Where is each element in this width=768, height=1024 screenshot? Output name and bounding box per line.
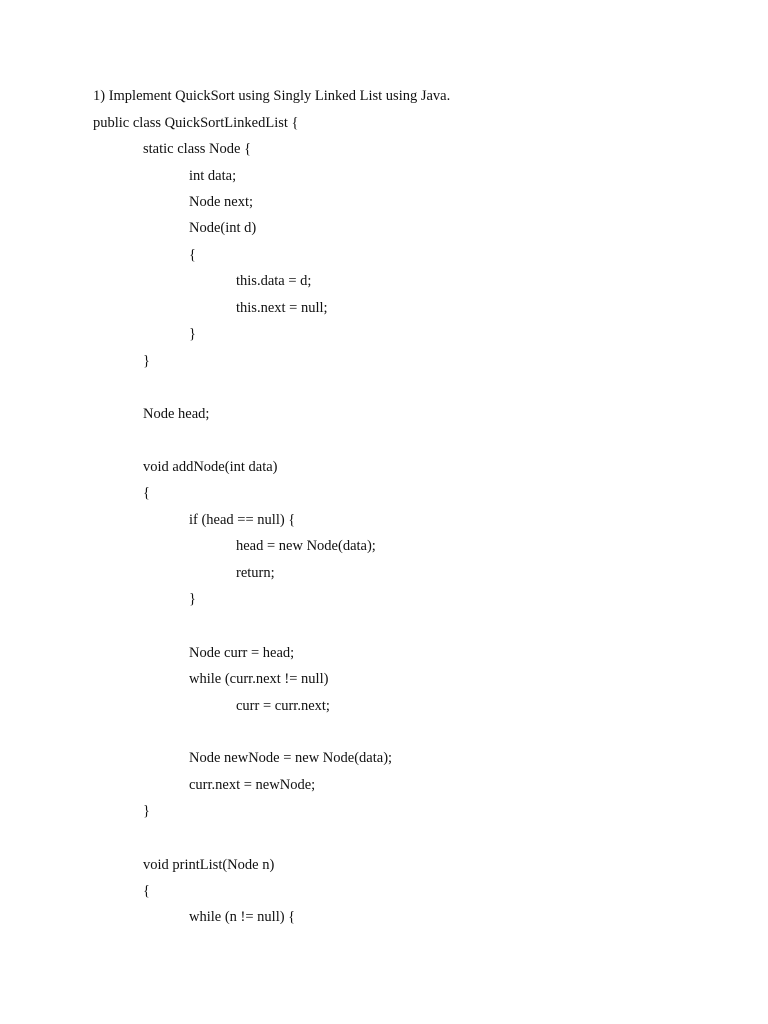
code-line: Node next; xyxy=(189,194,254,210)
code-line: this.next = null; xyxy=(236,300,328,316)
code-line: while (curr.next != null) xyxy=(189,671,329,687)
code-line: Node newNode = new Node(data); xyxy=(189,750,393,766)
code-line: while (n != null) { xyxy=(189,909,296,925)
code-line: int data; xyxy=(189,168,237,184)
question-heading: 1) Implement QuickSort using Singly Linked List using Java. xyxy=(93,88,451,104)
code-line: return; xyxy=(236,565,275,581)
code-line: { xyxy=(143,485,150,501)
code-line: void printList(Node n) xyxy=(143,857,275,873)
code-line: { xyxy=(143,883,150,899)
code-line: curr.next = newNode; xyxy=(189,777,316,793)
code-line: } xyxy=(143,353,150,369)
code-line: public class QuickSortLinkedList { xyxy=(93,115,299,131)
code-line: head = new Node(data); xyxy=(236,538,376,554)
code-line: { xyxy=(189,247,196,263)
code-line: curr = curr.next; xyxy=(236,698,330,714)
code-line: static class Node { xyxy=(143,141,252,157)
code-line: Node curr = head; xyxy=(189,645,295,661)
code-line: } xyxy=(143,803,150,819)
code-line: void addNode(int data) xyxy=(143,459,278,475)
code-line: Node(int d) xyxy=(189,220,257,236)
code-line: Node head; xyxy=(143,406,210,422)
code-line: } xyxy=(189,326,196,342)
code-line: } xyxy=(189,591,196,607)
code-line: this.data = d; xyxy=(236,273,312,289)
code-line: if (head == null) { xyxy=(189,512,296,528)
